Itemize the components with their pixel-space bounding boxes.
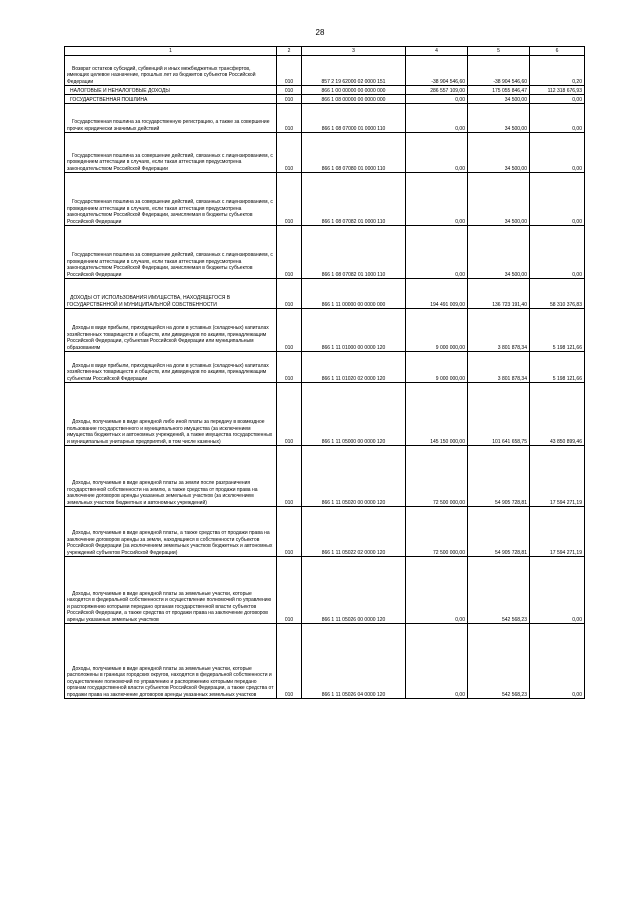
- row-executed-cell: 3 801 878,34: [468, 352, 530, 383]
- row-executed-cell: 34 500,00: [468, 133, 530, 173]
- row-approved-cell: 0,00: [406, 624, 468, 699]
- row-budget-code-cell: 866 1 08 07000 01 0000 110: [302, 104, 406, 133]
- row-budget-code-cell: 866 1 11 05026 00 0000 120: [302, 557, 406, 624]
- row-line-code-cell: 010: [277, 507, 302, 557]
- row-budget-code-cell: 866 1 11 05022 02 0000 120: [302, 507, 406, 557]
- row-budget-code-cell: 866 1 11 01000 00 0000 120: [302, 309, 406, 352]
- row-approved-cell: 9 000 000,00: [406, 352, 468, 383]
- row-executed-cell: 34 500,00: [468, 226, 530, 279]
- row-executed-cell: 54 905 728,81: [468, 446, 530, 507]
- row-unexecuted-cell: 0,00: [530, 624, 585, 699]
- row-budget-code-cell: 866 1 11 05020 00 0000 120: [302, 446, 406, 507]
- row-executed-cell: 542 568,23: [468, 557, 530, 624]
- row-name-cell: Доходы, получаемые в виде арендной платы, а также средства от продажи права на заключение договоров аренды за земли, находящиеся в собственности субъектов Российской Федерации (за исключением земельных участков бюджетных и автономных учреждений субъектов Российской Федерации): [65, 507, 277, 557]
- row-line-code-cell: 010: [277, 279, 302, 309]
- row-executed-cell: 34 500,00: [468, 173, 530, 226]
- row-line-code-cell: 010: [277, 352, 302, 383]
- revenue-table: [64, 46, 585, 699]
- row-name-cell: Государственная пошлина за государственную регистрацию, а также за совершение прочих юридически значимых действий: [65, 104, 277, 133]
- row-budget-code-cell: 866 1 11 01020 02 0000 120: [302, 352, 406, 383]
- row-budget-code-cell: 866 1 11 05000 00 0000 120: [302, 383, 406, 446]
- row-executed-cell: 542 568,23: [468, 624, 530, 699]
- row-budget-code-cell: 866 1 11 05026 04 0000 120: [302, 624, 406, 699]
- table-row: [65, 279, 585, 309]
- row-budget-code-cell: 866 1 08 07082 01 1000 110: [302, 226, 406, 279]
- row-line-code-cell: 010: [277, 226, 302, 279]
- table-row: [65, 383, 585, 446]
- row-unexecuted-cell: 0,00: [530, 557, 585, 624]
- row-executed-cell: 175 055 846,47: [468, 86, 530, 95]
- row-line-code-cell: 010: [277, 133, 302, 173]
- row-approved-cell: 0,00: [406, 226, 468, 279]
- row-budget-code-cell: 866 1 08 07082 01 0000 110: [302, 173, 406, 226]
- row-name-cell: Доходы, получаемые в виде арендной платы за земельные участки, которые находятся в федеральной собственности и осуществление полномочий по управлению и распоряжению которыми передано органам государственной власти субъектов Российской Федерации, а также средства от продажи права на заключение договоров аренды указанных земельных участков: [65, 557, 277, 624]
- row-name-cell: Государственная пошлина за совершение действий, связанных с лицензированием, с проведением аттестации в случаях, если такая аттестация предусмотрена законодательством Российской Федерации, зачисляемая в бюджеты субъектов Российской Федерации: [65, 173, 277, 226]
- column-number-header: [65, 47, 585, 56]
- row-approved-cell: 72 500 000,00: [406, 446, 468, 507]
- row-unexecuted-cell: 0,00: [530, 173, 585, 226]
- table-row: [65, 557, 585, 624]
- row-approved-cell: 0,00: [406, 95, 468, 104]
- row-name-cell: Доходы, получаемые в виде арендной платы за земли после разграничения государственной собственности на землю, а также средства от продажи права на заключение договоров аренды указанных земельных участков (за исключением земельных участков бюджетных и автономных учреждений): [65, 446, 277, 507]
- row-unexecuted-cell: 0,20: [530, 56, 585, 86]
- row-name-cell: Доходы, получаемые в виде арендной либо иной платы за передачу в возмездное пользование государственного и муниципального имущества (за исключением имущества бюджетных и автономных учреждений, а также имущества государственных и муниципальных унитарных предприятий, в том числе казенных): [65, 383, 277, 446]
- table-row: [65, 173, 585, 226]
- table-row: [65, 446, 585, 507]
- table-row: [65, 133, 585, 173]
- row-line-code-cell: 010: [277, 557, 302, 624]
- row-executed-cell: 54 905 728,81: [468, 507, 530, 557]
- row-line-code-cell: 010: [277, 624, 302, 699]
- row-line-code-cell: 010: [277, 446, 302, 507]
- row-line-code-cell: 010: [277, 86, 302, 95]
- table-row: [65, 226, 585, 279]
- page-number: 28: [315, 28, 325, 37]
- row-unexecuted-cell: 0,00: [530, 95, 585, 104]
- row-approved-cell: 0,00: [406, 104, 468, 133]
- row-line-code-cell: 010: [277, 383, 302, 446]
- row-budget-code-cell: 857 2 19 62000 02 0000 151: [302, 56, 406, 86]
- column-header-5: 5: [468, 47, 530, 56]
- row-name-cell: Государственная пошлина за совершение действий, связанных с лицензированием, с проведением аттестации в случаях, если такая аттестация предусмотрена законодательством Российской Федерации: [65, 133, 277, 173]
- table-row: [65, 624, 585, 699]
- row-approved-cell: 145 150 000,00: [406, 383, 468, 446]
- row-unexecuted-cell: 5 198 121,66: [530, 352, 585, 383]
- row-approved-cell: 0,00: [406, 557, 468, 624]
- row-approved-cell: 194 491 009,00: [406, 279, 468, 309]
- table-row: [65, 352, 585, 383]
- row-executed-cell: 34 500,00: [468, 95, 530, 104]
- column-header-3: 3: [302, 47, 406, 56]
- column-header-2: 2: [277, 47, 302, 56]
- row-unexecuted-cell: 17 594 271,19: [530, 446, 585, 507]
- row-line-code-cell: 010: [277, 56, 302, 86]
- row-approved-cell: 286 557 109,00: [406, 86, 468, 95]
- row-approved-cell: -38 904 546,60: [406, 56, 468, 86]
- table-row: [65, 95, 585, 104]
- column-header-4: 4: [406, 47, 468, 56]
- row-approved-cell: 9 000 000,00: [406, 309, 468, 352]
- row-name-cell: Государственная пошлина за совершение действий, связанных с лицензированием, с проведением аттестации в случаях, если такая аттестация предусмотрена законодательством Российской Федерации, зачисляемая в бюджеты субъектов Российской Федерации: [65, 226, 277, 279]
- row-name-cell: Доходы в виде прибыли, приходящейся на доли в уставных (складочных) капиталах хозяйственных товариществ и обществ, или дивидендов по акциям, принадлежащим субъектам Российской Федерации: [65, 352, 277, 383]
- row-executed-cell: 136 723 191,40: [468, 279, 530, 309]
- table-row: [65, 309, 585, 352]
- row-unexecuted-cell: 0,00: [530, 104, 585, 133]
- column-header-6: 6: [530, 47, 585, 56]
- row-budget-code-cell: 866 1 11 00000 00 0000 000: [302, 279, 406, 309]
- row-budget-code-cell: 866 1 08 07080 01 0000 110: [302, 133, 406, 173]
- row-executed-cell: 34 500,00: [468, 104, 530, 133]
- row-name-cell: ГОСУДАРСТВЕННАЯ ПОШЛИНА: [65, 95, 277, 104]
- row-unexecuted-cell: 112 318 676,93: [530, 86, 585, 95]
- row-approved-cell: 0,00: [406, 173, 468, 226]
- row-unexecuted-cell: 0,00: [530, 133, 585, 173]
- row-line-code-cell: 010: [277, 173, 302, 226]
- row-name-cell: Доходы в виде прибыли, приходящейся на доли в уставных (складочных) капиталах хозяйственных товариществ и обществ, или дивидендов по акциям, принадлежащим Российской Федерации, субъектам Российской Федерации или муниципальным образованиям: [65, 309, 277, 352]
- table-row: [65, 86, 585, 95]
- row-budget-code-cell: 866 1 08 00000 00 0000 000: [302, 95, 406, 104]
- row-approved-cell: 72 500 000,00: [406, 507, 468, 557]
- table-row: [65, 104, 585, 133]
- column-header-1: 1: [65, 47, 277, 56]
- row-line-code-cell: 010: [277, 309, 302, 352]
- row-budget-code-cell: 866 1 00 00000 00 0000 000: [302, 86, 406, 95]
- row-name-cell: Возврат остатков субсидий, субвенций и иных межбюджетных трансфертов, имеющих целевое назначение, прошлых лет из бюджетов субъектов Российской Федерации: [65, 56, 277, 86]
- table-row: [65, 507, 585, 557]
- table-row: [65, 56, 585, 86]
- row-line-code-cell: 010: [277, 104, 302, 133]
- row-unexecuted-cell: 17 594 271,19: [530, 507, 585, 557]
- row-unexecuted-cell: 43 850 899,46: [530, 383, 585, 446]
- row-executed-cell: 101 641 658,75: [468, 383, 530, 446]
- row-approved-cell: 0,00: [406, 133, 468, 173]
- row-executed-cell: -38 904 546,60: [468, 56, 530, 86]
- row-name-cell: ДОХОДЫ ОТ ИСПОЛЬЗОВАНИЯ ИМУЩЕСТВА, НАХОДЯЩЕГОСЯ В ГОСУДАРСТВЕННОЙ И МУНИЦИПАЛЬНОЙ СОБСТВЕННОСТИ: [65, 279, 277, 309]
- row-line-code-cell: 010: [277, 95, 302, 104]
- row-unexecuted-cell: 0,00: [530, 226, 585, 279]
- row-name-cell: Доходы, получаемые в виде арендной платы за земельные участки, которые расположены в границах городских округов, находятся в федеральной собственности и осуществление полномочий по управлению и распоряжению которыми передано органам государственной власти субъектов Российской Федерации, а также средства от продажи права на заключение договоров аренды указанных земельных участков: [65, 624, 277, 699]
- row-unexecuted-cell: 5 198 121,66: [530, 309, 585, 352]
- row-executed-cell: 3 801 878,34: [468, 309, 530, 352]
- row-unexecuted-cell: 58 310 376,83: [530, 279, 585, 309]
- row-name-cell: НАЛОГОВЫЕ И НЕНАЛОГОВЫЕ ДОХОДЫ: [65, 86, 277, 95]
